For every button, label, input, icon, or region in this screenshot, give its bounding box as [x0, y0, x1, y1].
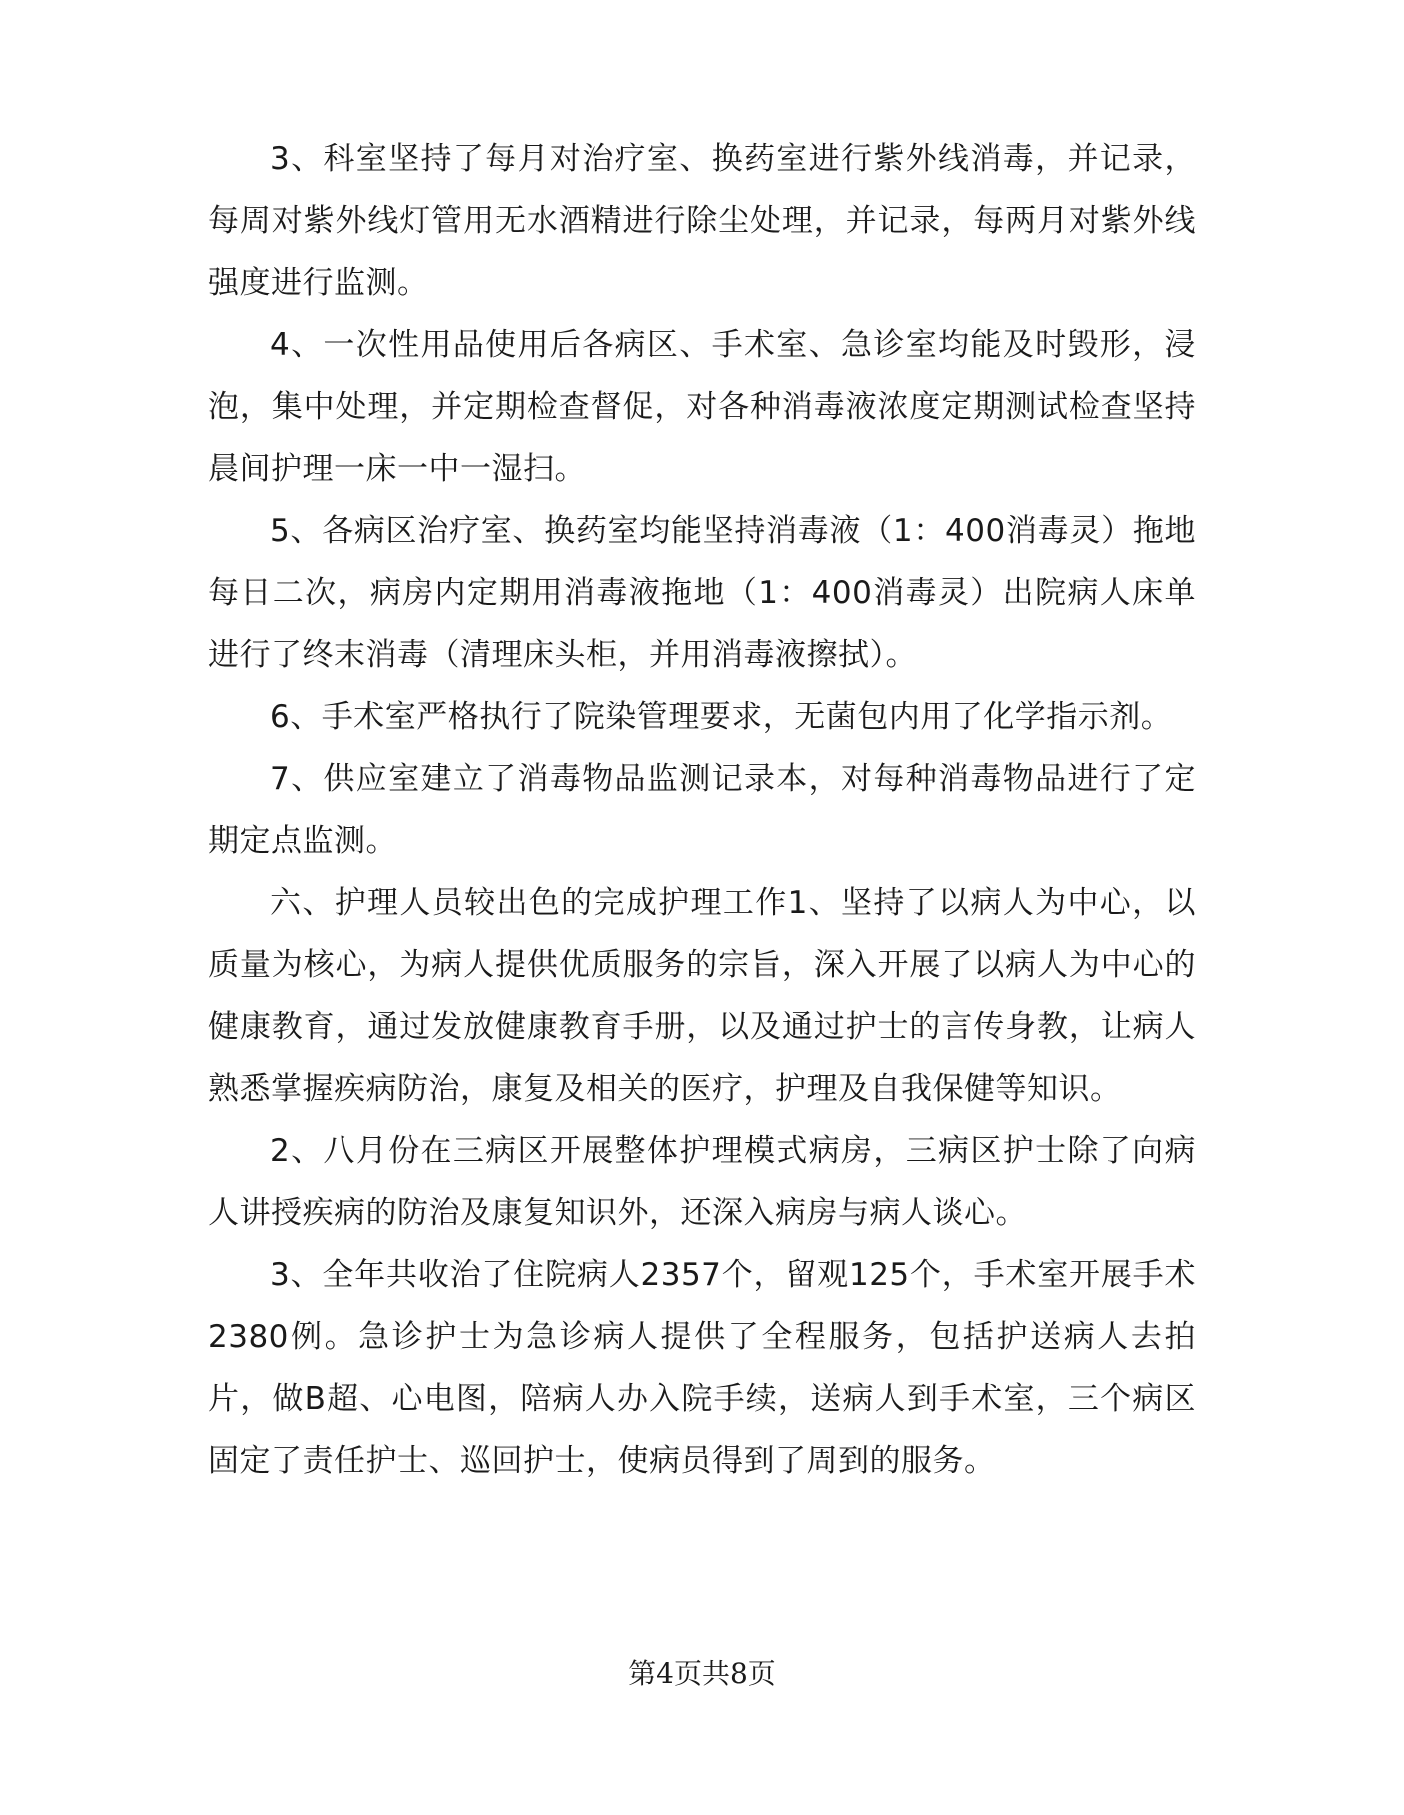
- paragraph-annual-statistics: 3、全年共收治了住院病人2357个，留观125个，手术室开展手术2380例。急诊护士为急诊病人提供了全程服务，包括护送病人去拍片，做B超、心电图，陪病人办入院手续，送病人到手术室，三个病区固定了责任护士、巡回护士，使病员得到了周到的服务。: [208, 1257, 1196, 1479]
- paragraph-supply-room: 7、供应室建立了消毒物品监测记录本，对每种消毒物品进行了定期定点监测。: [208, 761, 1196, 859]
- paragraph-ward-disinfection: 5、各病区治疗室、换药室均能坚持消毒液（1：400消毒灵）拖地每日二次，病房内定期用消毒液拖地（1：400消毒灵）出院病人床单进行了终末消毒（清理床头柜，并用消毒液擦拭）。: [208, 513, 1196, 673]
- paragraph-operating-room: 6、手术室严格执行了院染管理要求，无菌包内用了化学指示剂。: [270, 699, 1173, 735]
- paragraph-nursing-work: 六、护理人员较出色的完成护理工作1、坚持了以病人为中心，以质量为核心，为病人提供优质服务的宗旨，深入开展了以病人为中心的健康教育，通过发放健康教育手册，以及通过护士的言传身教，让病人熟悉掌握疾病防治，康复及相关的医疗，护理及自我保健等知识。: [208, 885, 1196, 1107]
- page-number-footer: 第4页共8页: [628, 1657, 776, 1690]
- paragraph-disposable-items: 4、一次性用品使用后各病区、手术室、急诊室均能及时毁形，浸泡，集中处理，并定期检查督促，对各种消毒液浓度定期测试检查坚持晨间护理一床一中一湿扫。: [208, 327, 1196, 487]
- paragraph-disinfection-uv: 3、科室坚持了每月对治疗室、换药室进行紫外线消毒，并记录，每周对紫外线灯管用无水酒精进行除尘处理，并记录，每两月对紫外线强度进行监测。: [208, 141, 1196, 301]
- paragraph-holistic-care: 2、八月份在三病区开展整体护理模式病房，三病区护士除了向病人讲授疾病的防治及康复知识外，还深入病房与病人谈心。: [208, 1133, 1196, 1231]
- document-body: [208, 128, 1196, 1492]
